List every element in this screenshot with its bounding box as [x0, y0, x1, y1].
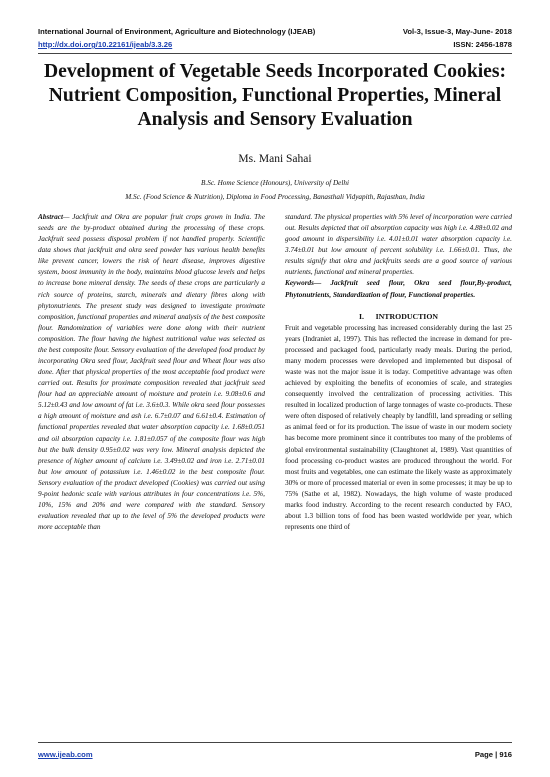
- section-title: INTRODUCTION: [375, 311, 439, 321]
- right-column: [285, 212, 512, 533]
- section-number: I.: [358, 311, 364, 321]
- affiliation-2: M.Sc. (Food Science & Nutrition), Diploma in Food Processing, Banasthali Vidyapith, Rajasthan, India: [125, 193, 425, 201]
- abstract-column: [38, 212, 265, 533]
- introduction-text: Fruit and vegetable processing has increased considerably during the last 25 years (Indraniet al, 1997). This has reflected the increase in demand for pre-processed and packaged food, particularly ready meals. During the period, many modern processes were developed and implemented but disposal of waste was not the major issue it is today. Competitive advantage was often achieved by exploiting the benefits of economies of scale, and strategies consequently involved the centralization of processing activities. This resulted in localized production of large tonnages of waste co-products. These were often disposed of relatively cheaply by landfill, land spreading or selling as animal feed or for its production. The issue of waste in our modern society has become more prominent since it contributes too many of the problems of global environmental sustainability (Claughtonet al, 1989). Vast quantities of food processing co-product wastes are produced throughout the world. For most fruits and vegetables, one can estimate the likely waste as approximately 30% or more of processed material or even in some processes; it may be up to 75% (Sathe et al, 1982). Nowadays, the high volume of waste produced marks food industry. According to the recent research conducted by FAO, about 1.3 billion tons of food has been wasted worldwide per year, which represents one third of: [285, 323, 512, 532]
- page-footer: [38, 750, 512, 759]
- keywords-label: Keywords: [285, 279, 314, 288]
- keywords: [285, 278, 512, 300]
- doi-link[interactable]: http://dx.doi.org/10.22161/ijeab/3.3.26: [38, 40, 173, 49]
- issn: ISSN: 2456-1878: [453, 40, 512, 49]
- abstract-text: — Jackfruit and Okra are popular fruit crops grown in India. The seeds are the by-product obtained during the processing of these crops. Jackfruit seed possess disposal problem if not handled properly. Scientific data shows that jackfruit and okra seed powder has various health benefits like prevent cancer, lowers the risk of heart disease, improves digestive system, boost immunity in the body, maintains blood glucose levels and helps to increase bone mineral density. The seeds of these crops are particularly a rich source of proteins, starch, minerals and dietary fibres along with phytonutrients. The present study was designed to investigate proximate composition, functional properties and mineral analysis of the best composite flour. Randomization of variables were done along with their nutrient composition. The flour having the highest nutritional value was selected as the best composite flour. Sensory evaluation of the developed food product by incorporating Okra seed flour, Jackfruit seed flour and Wheat flour was also done. After that physical properties of the most acceptable food product were carried out. Results for proximate composition revealed that jackfruit seed flour had an appreciable amount of moisture and protein i.e. 9.08±0.6 and 5.12±0.43 and low amount of fat i.e. 3.6±0.3. While okra seed flour possesses a high amount of moisture and ash i.e. 6.7±0.07 and 6.61±0.4. Estimation of functional properties revealed that water absorption capacity i.e. 1.68±0.051 and oil absorption capacity i.e. 1.81±0.057 of the composite flour was high but the bulk density 0.95±0.02 was very low. Mineral analysis depicted the presence of higher amount of calcium i.e. 3.49±0.02 and iron i.e. 2.71±0.01 but low amount of potassium i.e. 1.46±0.02 in the best composite flour. Sensory evaluation of the product developed (Cookies) was carried out using 9-point hedonic scale with various attributes in four concentrations i.e. 5%, 10%, 15% and 20% and were compared with the standard. Sensory evaluation revealed that up to the level of 5% the developed products were more acceptable than: [38, 213, 265, 532]
- journal-name: International Journal of Environment, Agriculture and Biotechnology (IJEAB): [38, 27, 316, 36]
- footer-rule: [38, 742, 512, 743]
- abstract-label: Abstract: [38, 213, 63, 221]
- volume-info: Vol-3, Issue-3, May-June- 2018: [402, 27, 512, 36]
- header-rule: [38, 53, 512, 54]
- author-name: Ms. Mani Sahai: [238, 153, 312, 165]
- page-number: Page | 916: [474, 750, 512, 759]
- keywords-text: — Jackfruit seed flour, Okra seed flour,By-product, Phytonutrients, Standardization of flour, Functional properties.: [285, 279, 512, 299]
- abstract-continued: standard. The physical properties with 5% level of incorporation were carried out. Results depicted that oil absorption capacity was high i.e. 4.88±0.02 and good amount in dispersibility i.e. 4.01±0.01 water absorption capacity i.e. 3.74±0.01 but low amount of percent solubility i.e. 1.66±0.01. Thus, the results signify that okra and jackfruits seeds are a good source of various nutrients, functional and mineral properties.: [285, 213, 512, 277]
- affiliation-1: B.Sc. Home Science (Honours), University of Delhi: [201, 179, 349, 187]
- website-link[interactable]: www.ijeab.com: [38, 750, 93, 759]
- paper-title: Development of Vegetable Seeds Incorporated Cookies: Nutrient Composition, Functional Properties, Mineral Analysis and Sensory Evaluation: [43, 61, 507, 130]
- section-heading: [285, 311, 512, 322]
